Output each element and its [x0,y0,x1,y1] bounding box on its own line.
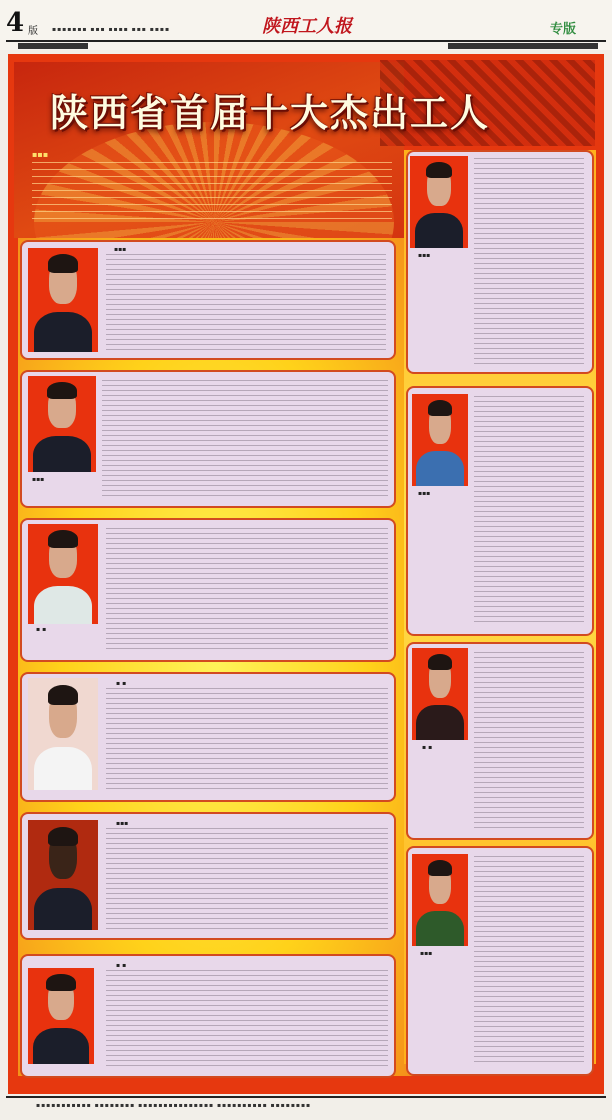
profile-name: ▪▪▪ [114,246,127,253]
profile-photo [28,376,96,472]
profile-text [106,688,388,792]
page-number: 4 [6,8,25,38]
newspaper-name: 陕西工人报 [262,16,352,37]
profile-text [102,380,388,498]
profile-card [406,150,594,374]
profile-text [106,528,388,652]
profile-photo [412,394,468,486]
profile-photo [410,156,468,248]
profile-name: ▪ ▪ [116,962,127,969]
profile-card [20,370,396,508]
page-footer [6,1096,606,1118]
profile-text [106,970,388,1068]
profile-photo [28,968,94,1064]
profile-card [20,954,396,1078]
profile-card [406,642,594,840]
profile-name: ▪ ▪ [116,680,127,687]
profile-name: ▪▪▪ [418,490,431,497]
page-title: 陕西省首届十大杰出工人 [50,91,491,135]
profile-text [106,828,388,930]
profile-card [406,386,594,636]
profile-photo [412,648,468,740]
profile-photo [28,678,98,790]
profile-photo [412,854,468,946]
profile-photo [28,248,98,352]
profile-name: ▪ ▪ [422,744,433,751]
profile-text [474,652,584,830]
profile-photo [28,524,98,624]
profile-text [106,254,386,352]
page-number-suffix: 版 [28,26,38,37]
intro-label: ▪▪▪ [32,150,49,159]
footer-rule [6,1096,606,1098]
masthead-meta-line: ▪▪▪▪▪▪▪ ▪▪▪ ▪▪▪▪ ▪▪▪ ▪▪▪▪ [52,26,171,33]
profile-name: ▪▪▪ [116,820,129,827]
footer-text: ▪▪▪▪▪▪▪▪▪▪▪ ▪▪▪▪▪▪▪▪ ▪▪▪▪▪▪▪▪▪▪▪▪▪▪▪ ▪▪▪▪▪▪▪▪▪▪ ▪▪▪▪▪▪▪▪ [36,1102,312,1109]
masthead-bar-left [18,43,88,49]
profile-card [406,846,594,1076]
profile-card [20,518,396,662]
profile-text [474,158,584,364]
profile-text [474,856,584,1066]
masthead-bar-right [448,43,598,49]
profile-card [20,240,396,360]
masthead-rule [6,40,606,42]
profile-card [20,672,396,802]
profile-name: ▪▪▪ [32,476,45,483]
profile-name: ▪▪▪ [420,950,433,957]
profile-photo [28,820,98,930]
intro-text-block [32,162,392,222]
profile-name: ▪ ▪ [36,626,47,633]
profile-name: ▪▪▪ [418,252,431,259]
profile-card [20,812,396,940]
section-name: 专版 [549,22,576,37]
profile-text [474,396,584,626]
masthead [0,0,612,50]
